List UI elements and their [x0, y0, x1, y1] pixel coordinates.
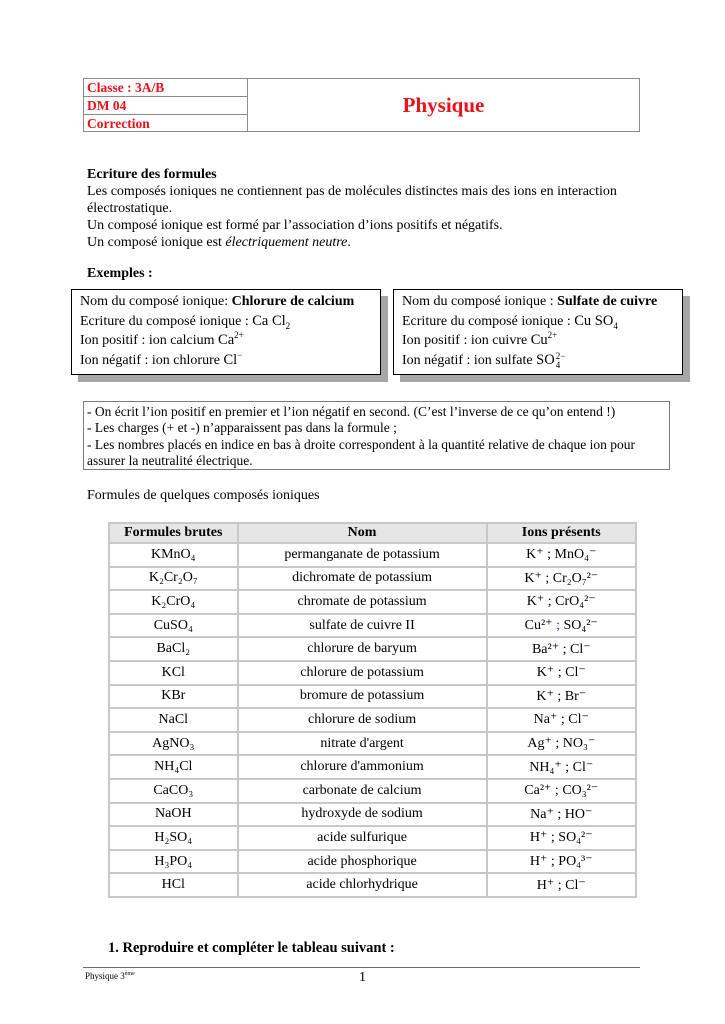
ionic-compounds-table	[108, 522, 637, 898]
rule-1: - On écrit l’ion positif en premier et l’ion négatif en second. (C’est l’inverse de ce qu’on entend !)	[87, 404, 616, 419]
cell-formula: H₃PO₄	[109, 850, 238, 874]
cell-ions: H⁺ ; Cl⁻	[487, 873, 636, 897]
cell-name: chlorure de sodium	[238, 708, 487, 732]
rule-3: - Les nombres placés en indice en bas à droite correspondent à la quantité relative de chaque ion pour assurer la neutralité électrique.	[87, 436, 636, 469]
correction-label: Correction	[87, 116, 150, 131]
example-writing-line	[80, 312, 372, 332]
cell-ions: K⁺ ; MnO₄⁻	[487, 543, 636, 567]
ion-symbol: SO	[536, 351, 555, 368]
writing-formula	[574, 313, 618, 329]
cell-ions: Na⁺ ; Cl⁻	[487, 708, 636, 732]
question-1: 1. Reproduire et compléter le tableau suivant :	[108, 940, 395, 956]
cell-formula: K₂CrO₄	[109, 590, 238, 614]
header-name: Nom	[238, 523, 487, 543]
cell-name: sulfate de cuivre II	[238, 614, 487, 638]
cell-name: carbonate de calcium	[238, 779, 487, 803]
cell-formula: KMnO₄	[109, 543, 238, 567]
pos-ion	[218, 332, 244, 348]
name-value: Sulfate de cuivre	[557, 294, 658, 309]
ion-symbol: Cl	[223, 351, 238, 368]
pos-label: Ion positif : ion cuivre	[402, 333, 531, 348]
table-header-row	[109, 523, 636, 543]
cell-ions: Ca²⁺ ; CO₃²⁻	[487, 779, 636, 803]
formula-sub: 4	[613, 320, 618, 331]
cell-formula: KBr	[109, 685, 238, 709]
cell-ions: H⁺ ; PO₄³⁻	[487, 850, 636, 874]
cell-ions: Na⁺ ; HO⁻	[487, 803, 636, 827]
table-row	[109, 732, 636, 756]
table-row	[109, 637, 636, 661]
header-table	[83, 78, 640, 132]
footer-divider	[83, 967, 640, 968]
table-caption: Formules de quelques composés ioniques	[87, 488, 320, 503]
name-label: Nom du composé ionique:	[80, 294, 232, 309]
example-negative-ion-line	[402, 351, 674, 371]
example-name-line	[402, 292, 674, 312]
dm-label: DM 04	[84, 97, 247, 115]
ion-index: 4	[555, 360, 561, 371]
cell-formula: HCl	[109, 873, 238, 897]
cell-name: bromure de potassium	[238, 685, 487, 709]
table-row	[109, 543, 636, 567]
cell-formula: NaOH	[109, 803, 238, 827]
neg-ion	[536, 351, 566, 371]
table-row	[109, 590, 636, 614]
cell-ions: Ag⁺ ; NO₃⁻	[487, 732, 636, 756]
writing-label: Ecriture du composé ionique :	[80, 313, 253, 329]
intro-line-3-italic: électriquement neutre	[225, 235, 348, 250]
cell-formula: KCl	[109, 661, 238, 685]
cell-formula: CuSO₄	[109, 614, 238, 638]
subject-title: Physique	[402, 92, 485, 117]
table-row	[109, 850, 636, 874]
table-row	[109, 685, 636, 709]
cell-ions: K⁺ ; CrO₄²⁻	[487, 590, 636, 614]
cell-name: chlorure de potassium	[238, 661, 487, 685]
cell-name: hydroxyde de sodium	[238, 803, 487, 827]
cell-ions: K⁺ ; Cr₂O₇²⁻	[487, 567, 636, 591]
example-box-calcium-chloride	[71, 289, 381, 375]
header-formula: Formules brutes	[109, 523, 238, 543]
cell-formula: AgNO₃	[109, 732, 238, 756]
table-row	[109, 567, 636, 591]
intro-line-2: Un composé ionique est formé par l’association d’ions positifs et négatifs.	[87, 218, 503, 233]
page-number: 1	[359, 970, 366, 985]
table-row	[109, 826, 636, 850]
ion-symbol: Cu	[530, 332, 548, 348]
example-writing-line	[402, 312, 674, 332]
header-ions: Ions présents	[487, 523, 636, 543]
pos-ion	[531, 332, 558, 348]
cell-formula: K₂Cr₂O₇	[109, 567, 238, 591]
table-row	[109, 779, 636, 803]
cell-ions: Ba²⁺ ; Cl⁻	[487, 637, 636, 661]
formula-main: Ca Cl	[252, 312, 286, 329]
ion-charge: −	[237, 349, 243, 360]
header-info	[84, 79, 248, 131]
neg-ion	[223, 349, 243, 368]
cell-formula: NaCl	[109, 708, 238, 732]
cell-ions: Cu²⁺ ; SO₄²⁻	[487, 614, 636, 638]
table-row	[109, 708, 636, 732]
pos-label: Ion positif : ion calcium	[80, 333, 219, 348]
footer-sup: ème	[124, 971, 135, 977]
cell-name: chromate de potassium	[238, 590, 487, 614]
writing-label: Ecriture du composé ionique :	[402, 313, 575, 329]
intro-line-3-prefix: Un composé ionique est	[87, 235, 226, 250]
neg-label: Ion négatif : ion chlorure	[80, 352, 224, 368]
separator: ;	[556, 618, 560, 634]
name-value: Chlorure de calcium	[231, 294, 355, 309]
intro-line-3	[87, 234, 647, 251]
table-row	[109, 755, 636, 779]
writing-formula	[252, 313, 290, 329]
cell-formula: H₂SO₄	[109, 826, 238, 850]
name-label: Nom du composé ionique :	[402, 294, 558, 309]
cell-formula: NH₄Cl	[109, 755, 238, 779]
example-negative-ion-line	[80, 351, 372, 371]
neg-label: Ion négatif : ion sulfate	[402, 352, 537, 368]
ion-charge: 2+	[234, 330, 244, 340]
cell-name: chlorure d'ammonium	[238, 755, 487, 779]
ion-charge: 2−	[555, 351, 566, 362]
table-row	[109, 873, 636, 897]
cell-ions: K⁺ ; Br⁻	[487, 685, 636, 709]
intro-section	[87, 166, 647, 251]
example-positive-ion-line	[80, 331, 372, 351]
class-label: Classe : 3A/B	[84, 79, 247, 97]
ion-symbol: Ca	[218, 332, 235, 348]
cell-name: acide chlorhydrique	[238, 873, 487, 897]
example-box-copper-sulfate	[393, 289, 683, 375]
formula-sub: 2	[285, 320, 291, 331]
table-row	[109, 614, 636, 638]
intro-line-1: Les composés ioniques ne contiennent pas de molécules distinctes mais des ions en interaction électrostatique.	[87, 184, 617, 216]
intro-line-3-suffix: .	[347, 235, 351, 250]
ion-charge-index	[556, 352, 566, 370]
cell-name: acide sulfurique	[238, 826, 487, 850]
examples-heading: Exemples :	[87, 266, 153, 281]
example-positive-ion-line	[402, 331, 674, 351]
cell-ions: NH₄⁺ ; Cl⁻	[487, 755, 636, 779]
cell-name: permanganate de potassium	[238, 543, 487, 567]
rule-2: - Les charges (+ et -) n’apparaissent pas dans la formule ;	[87, 420, 397, 436]
table-row	[109, 803, 636, 827]
cell-formula: BaCl₂	[109, 637, 238, 661]
rules-box	[83, 401, 670, 470]
footer-label	[85, 971, 135, 981]
cell-name: chlorure de baryum	[238, 637, 487, 661]
section-heading: Ecriture des formules	[87, 167, 217, 182]
example-name-line	[80, 292, 372, 312]
cell-name: dichromate de potassium	[238, 567, 487, 591]
cell-name: acide phosphorique	[238, 850, 487, 874]
footer-text: Physique 3	[85, 971, 125, 981]
cell-name: nitrate d'argent	[238, 732, 487, 756]
table-row	[109, 661, 636, 685]
cell-formula: CaCO₃	[109, 779, 238, 803]
ion-charge: 2+	[547, 330, 558, 340]
cell-ions: K⁺ ; Cl⁻	[487, 661, 636, 685]
cell-ions: H⁺ ; SO₄²⁻	[487, 826, 636, 850]
formula-main: Cu SO	[574, 312, 614, 329]
